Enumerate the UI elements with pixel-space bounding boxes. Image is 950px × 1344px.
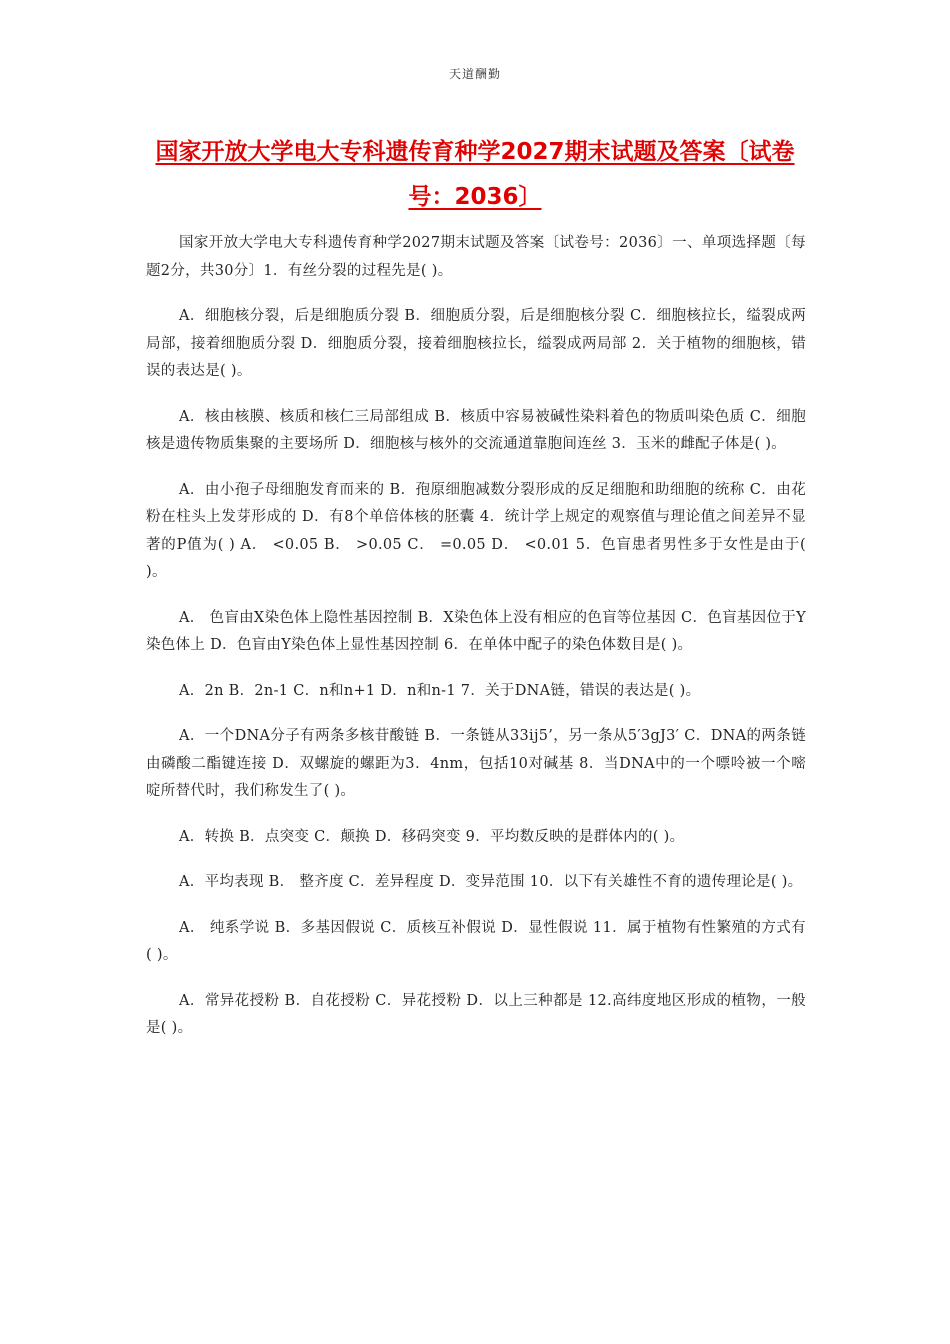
paragraph: A． 色盲由X染色体上隐性基因控制 B．X染色体上没有相应的色盲等位基因 C．色盲基因位于Y染色体上 D．色盲由Y染色体上显性基因控制 6．在单体中配子的染色体数目是( )。	[146, 609, 806, 653]
paragraph: 国家开放大学电大专科遗传育种学2027期末试题及答案〔试卷号：2036〕一、单项选择题〔每题2分，共30分〕1．有丝分裂的过程先是( )。	[146, 235, 806, 279]
document-title	[146, 130, 804, 220]
paragraph: A．一个DNA分子有两条多核苷酸链 B．一条链从33ij5’，另一条从5′3gJ3′ C．DNA的两条链由磷酸二酯键连接 D．双螺旋的螺距为3．4nm，包括10对碱基 8．当DNA中的一个嘌呤被一个嘧啶所替代时，我们称发生了( )。	[146, 728, 806, 799]
document-title-text: 国家开放大学电大专科遗传育种学2027期末试题及答案〔试卷号：2036〕	[155, 139, 795, 210]
paragraph: A．平均表现 B． 整齐度 C．差异程度 D．变异范围 10．以下有关雄性不育的遗传理论是( )。	[179, 874, 803, 890]
page-header: 天道酬勤	[448, 67, 501, 81]
paragraph: A．转换 B．点突变 C．颠换 D．移码突变 9．平均数反映的是群体内的( )。	[179, 828, 685, 845]
paragraph: A．核由核膜、核质和核仁三局部组成 B．核质中容易被碱性染料着色的物质叫染色质 C．细胞核是遗传物质集聚的主要场所 D．细胞核与核外的交流通道靠胞间连丝 3．玉米的雌配子体是( )。	[146, 408, 806, 452]
paragraph: A． 纯系学说 B．多基因假说 C．质核互补假说 D．显性假说 11．属于植物有性繁殖的方式有( )。	[146, 919, 806, 963]
paragraph: A．2n B．2n-1 C．n和n+1 D．n和n-1 7．关于DNA链，错误的表达是( )。	[179, 682, 701, 699]
paragraph: A．由小孢子母细胞发育而来的 B．孢原细胞减数分裂形成的反足细胞和助细胞的统称 C．由花粉在柱头上发芽形成的 D．有8个单倍体核的胚囊 4．统计学上规定的观察值与理论值之间差异不显著的P值为( ) A． <0.05 B． >0.05 C． =0.05 D． <0.01 5．色盲患者男性多于女性是由于( )。	[146, 481, 806, 580]
paragraph: A．常异花授粉 B．自花授粉 C．异花授粉 D．以上三种都是 12.高纬度地区形成的植物，一般是( )。	[146, 992, 806, 1036]
document-body	[146, 230, 806, 1061]
paragraph: A．细胞核分裂，后是细胞质分裂 B．细胞质分裂，后是细胞核分裂 C．细胞核拉长，缢裂成两局部，接着细胞质分裂 D．细胞质分裂，接着细胞核拉长，缢裂成两局部 2．关于植物的细胞核，错误的表达是( )。	[146, 308, 806, 379]
